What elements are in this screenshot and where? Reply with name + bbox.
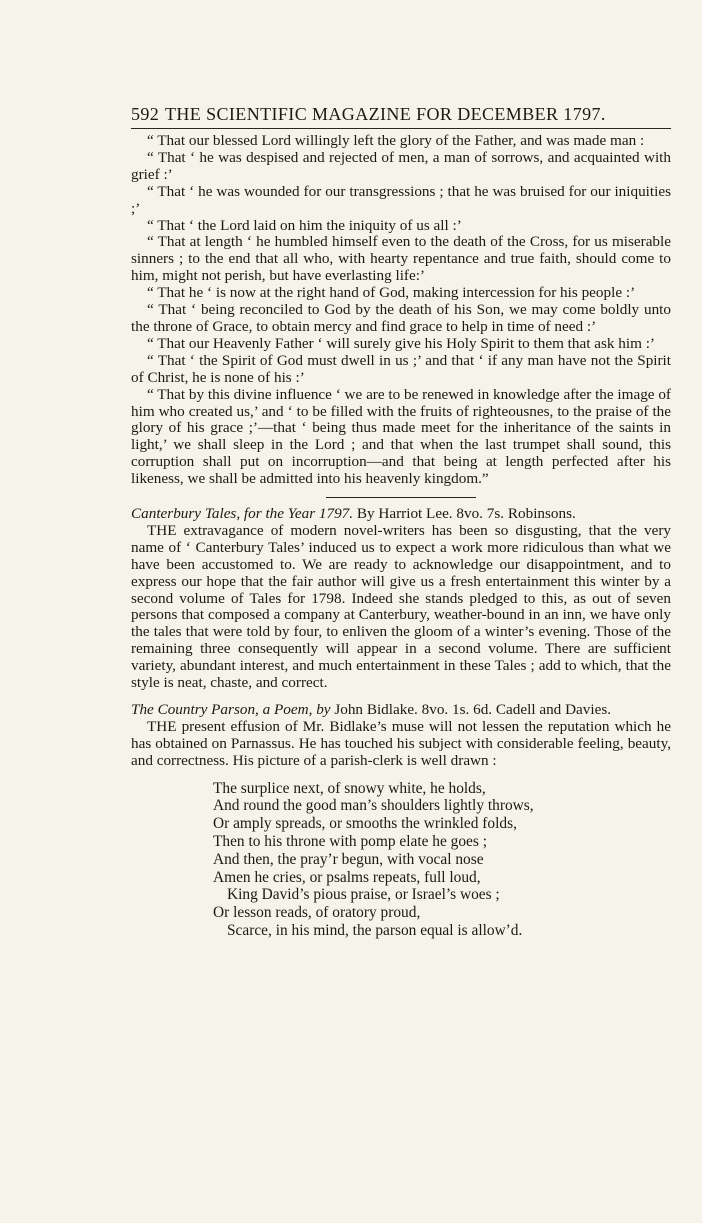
review-title	[131, 702, 671, 719]
poem-line: And then, the pray’r begun, with vocal nose	[213, 850, 484, 868]
poem-line: Or amply spreads, or smooths the wrinkled folds,	[213, 815, 517, 833]
quote-paragraph: “ That by this divine influence ‘ we are to be renewed in knowledge after the image of him who created us,’ and ‘ to be filled with the fruits of righteousnes, to the praise of the glory of his grace ;’—that ‘ being thus made meet for the inheritance of the saints in light,’ we shall sleep in the Lord ; and that when the last trumpet shall sound, this corruption shall put on incorruption—and that being at length perfected after his likeness, we shall be admitted into his heavenly kingdom.”	[131, 385, 671, 488]
poem-excerpt	[213, 780, 671, 940]
quote-paragraph: “ That ‘ he was despised and rejected of men, a man of sorrows, and acquainted with grief :’	[131, 148, 671, 183]
review-text: THE present effusion of Mr. Bidlake’s muse will not lessen the reputation which he has obtained on Parnassus. He has touched his subject with considerable feeling, beauty, and correctness. His picture of a parish-clerk is well drawn :	[131, 717, 671, 769]
quote-paragraph: “ That at length ‘ he humbled himself even to the death of the Cross, for us miserable sinners ; to the end that all who, with hearty repentance and true faith, should come to him, might not perish, but have everlasting life:’	[131, 233, 671, 285]
running-header	[131, 104, 671, 125]
poem-line: Or lesson reads, of oratory proud,	[213, 904, 421, 922]
quote-paragraph: “ That ‘ the Lord laid on him the iniquity of us all :’	[147, 216, 462, 234]
quote-paragraph: “ That ‘ being reconciled to God by the death of his Son, we may come boldly unto the throne of Grace, to obtain mercy and find grace to help in time of need :’	[131, 301, 671, 335]
poem-line: And round the good man’s shoulders lightly throws,	[213, 797, 534, 815]
running-title: THE SCIENTIFIC MAGAZINE FOR DECEMBER 1797.	[165, 104, 606, 124]
quote-paragraph: “ That our Heavenly Father ‘ will surely give his Holy Spirit to them that ask him :’	[147, 334, 655, 352]
quote-paragraph: “ That our blessed Lord willingly left the glory of the Father, and was made man :	[147, 132, 645, 149]
page-number: 592	[131, 104, 160, 124]
quote-paragraph: “ That ‘ the Spirit of God must dwell in us ;’ and that ‘ if any man have not the Spirit of Christ, he is none of his :’	[131, 351, 671, 386]
poem-line: King David’s pious praise, or Israel’s woes ;	[227, 886, 500, 904]
poem-line: The surplice next, of snowy white, he holds,	[213, 779, 486, 797]
review-title-italic: The Country Parson, a Poem, by	[131, 701, 331, 718]
review-canterbury-tales	[131, 506, 671, 692]
page-body	[131, 133, 671, 940]
quote-block	[131, 133, 671, 488]
header-rule	[131, 128, 671, 129]
quote-paragraph: “ That he ‘ is now at the right hand of God, making intercession for his people :’	[147, 284, 636, 302]
review-country-parson	[131, 702, 671, 940]
poem-line: Amen he cries, or psalms repeats, full loud,	[213, 868, 481, 886]
review-title-italic: Canterbury Tales, for the Year 1797.	[131, 505, 354, 523]
quote-paragraph: “ That ‘ he was wounded for our transgressions ; that he was bruised for our iniquities ;’	[131, 182, 671, 217]
review-title-rest: By Harriot Lee. 8vo. 7s. Robinsons.	[356, 505, 576, 523]
review-text: THE extravagance of modern novel-writers has been so disgusting, that the very name of ‘ Canterbury Tales’ induced us to expect a work more ridiculous than what we have been accustomed to. We are ready to acknowledge our disappointment, and to express our hope that the fair author will give us a fresh entertainment this winter by a second volume of Tales for 1798. Indeed she stands pledged to this, as out of seven persons that composed a company at Canterbury, weather-bound in an inn, we have only the tales that were told by four, to enliven the gloom of a winter’s evening. Those of the remaining three consequently will appear in a second volume. There are sufficient variety, abundant interest, and much entertainment in these Tales ; add to which, that the style is neat, chaste, and correct.	[131, 521, 671, 692]
poem-line: Then to his throne with pomp elate he goes ;	[213, 833, 487, 851]
review-title-rest: John Bidlake. 8vo. 1s. 6d. Cadell and Davies.	[334, 701, 612, 718]
poem-line: Scarce, in his mind, the parson equal is allow’d.	[227, 922, 523, 939]
review-title	[131, 506, 671, 523]
section-divider	[326, 497, 476, 498]
